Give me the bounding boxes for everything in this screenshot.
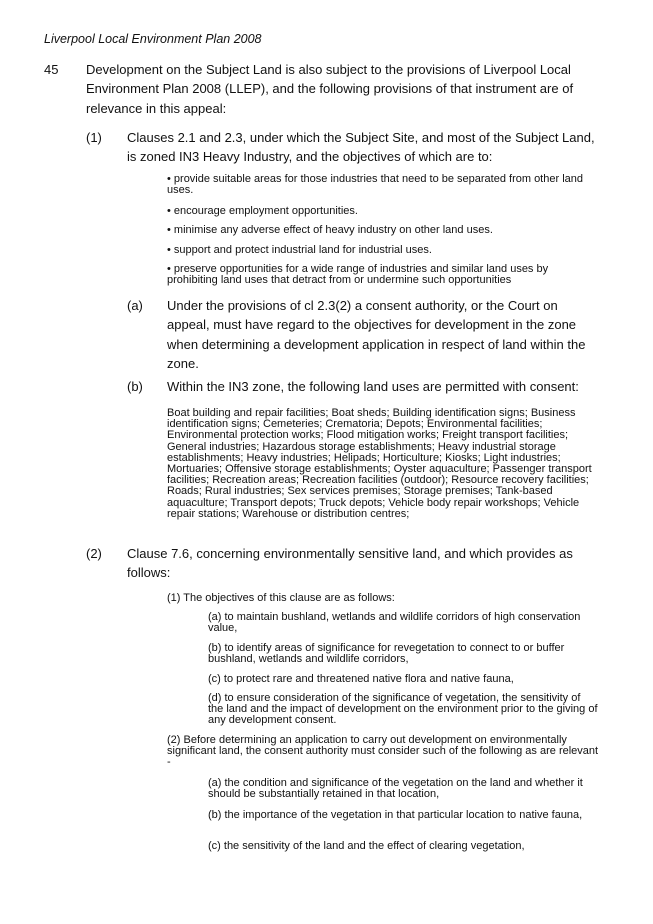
clause-7-6-1: (1) The objectives of this clause are as follows: — [167, 592, 395, 604]
item-a-label: (a) — [127, 298, 143, 313]
item-b-label: (b) — [127, 379, 143, 394]
clause-7-6-1-item: (b) to identify areas of significance for revegetation to connect to or buffer bushland, wetlands and wildlife corridors, — [208, 642, 565, 666]
paragraph-text: Development on the Subject Land is also subject to the provisions of Liverpool Local Environment Plan 2008 (LLEP), and the following provisions of that instrument are of relevance in this appeal: — [86, 62, 574, 116]
objective-bullet: • provide suitable areas for those industries that need to be separated from other land uses. — [167, 173, 583, 197]
objective-bullet: • preserve opportunities for a wide range of industries and similar land uses by prohibiting land uses that detract from or undermine such opportunities — [167, 263, 549, 287]
clause-7-6-1-item: (c) to protect rare and threatened native flora and native fauna, — [208, 673, 514, 685]
objective-bullet: • encourage employment opportunities. — [167, 205, 358, 217]
item-a-text: Under the provisions of cl 2.3(2) a consent authority, or the Court on appeal, must have regard to the objectives for development in the zone when determining a development application in respect of land within the zone. — [167, 298, 586, 371]
subparagraph-1-text: Clauses 2.1 and 2.3, under which the Subject Site, and most of the Subject Land, is zoned IN3 Heavy Industry, and the objectives of which are to: — [127, 130, 595, 165]
clause-7-6-2-item: (c) the sensitivity of the land and the effect of clearing vegetation, — [208, 840, 525, 852]
page-heading: Liverpool Local Environment Plan 2008 — [44, 32, 262, 46]
permitted-uses-list: Boat building and repair facilities; Boat sheds; Building identification signs; Business identification signs; Cemeteries; Crematoria; Depots; Environmental facilities; Environmental protection works; Flood mitigation works; Freight transport facilities; General industries; Hazardous storage establishments; Heavy industrial storage establishments; Heavy industries; Helipads; Horticulture; Kiosks; Light industries; Mortuaries; Offensive storage establishments; Oyster aquaculture; Passenger transport facilities; Recreation areas; Recreation facilities (outdoor); Resource recovery facilities; Roads; Rural industries; Sex services premises; Storage premises; Tank-based aquaculture; Transport depots; Truck depots; Vehicle body repair workshops; Vehicle repair stations; Warehouse or distribution centres; — [167, 407, 592, 520]
objective-bullet: • minimise any adverse effect of heavy industry on other land uses. — [167, 224, 493, 236]
clause-7-6-1-item: (d) to ensure consideration of the significance of vegetation, the sensitivity of the land and the impact of development on the environment prior to the giving of any development consent. — [208, 692, 598, 727]
clause-7-6-2: (2) Before determining an application to carry out development on environmentally significant land, the consent authority must consider such of the following as are relevant - — [167, 734, 599, 769]
subparagraph-2-text: Clause 7.6, concerning environmentally sensitive land, and which provides as follows: — [127, 546, 573, 581]
subparagraph-2-number: (2) — [86, 546, 102, 561]
paragraph-number: 45 — [44, 62, 59, 77]
clause-7-6-2-item: (b) the importance of the vegetation in that particular location to native fauna, — [208, 809, 583, 821]
clause-7-6-2-item: (a) the condition and significance of the vegetation on the land and whether it should be substantially retained in that location, — [208, 777, 583, 801]
subparagraph-1-number: (1) — [86, 130, 102, 145]
objective-bullet: • support and protect industrial land for industrial uses. — [167, 244, 432, 256]
item-b-text: Within the IN3 zone, the following land uses are permitted with consent: — [167, 379, 579, 394]
clause-7-6-1-item: (a) to maintain bushland, wetlands and wildlife corridors of high conservation value, — [208, 611, 581, 635]
